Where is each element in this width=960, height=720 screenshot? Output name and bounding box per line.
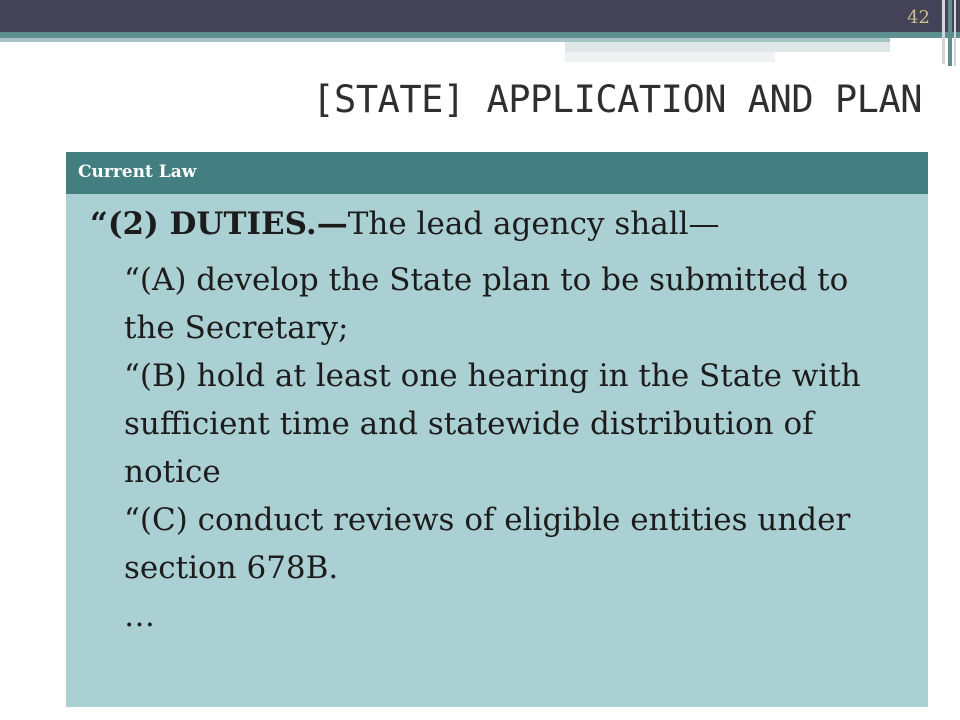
slide-title: [STATE] APPLICATION AND PLAN bbox=[312, 78, 922, 121]
current-law-header bbox=[66, 152, 928, 194]
duties-intro: The lead agency shall— bbox=[347, 206, 720, 242]
top-accent-line-tertiary bbox=[565, 42, 890, 52]
duties-heading bbox=[90, 206, 720, 242]
corner-decorative-stripe bbox=[954, 0, 956, 66]
top-decorative-bar bbox=[0, 0, 960, 32]
top-accent-line-quaternary bbox=[565, 52, 775, 62]
ellipsis: … bbox=[124, 598, 155, 634]
duty-item-a: “(A) develop the State plan to be submitted to the Secretary; bbox=[124, 262, 849, 346]
corner-decorative-stripe bbox=[942, 0, 945, 64]
current-law-label: Current Law bbox=[78, 162, 197, 182]
corner-decorative-stripe bbox=[948, 0, 952, 66]
duty-item-b: “(B) hold at least one hearing in the State with sufficient time and statewide distribution of notice bbox=[124, 358, 861, 490]
duties-list bbox=[124, 256, 904, 640]
duty-item-c: “(C) conduct reviews of eligible entities under section 678B. bbox=[124, 502, 851, 586]
duties-label: “(2) DUTIES.— bbox=[90, 206, 348, 242]
slide-number: 42 bbox=[907, 7, 930, 28]
law-text-box bbox=[66, 194, 928, 707]
